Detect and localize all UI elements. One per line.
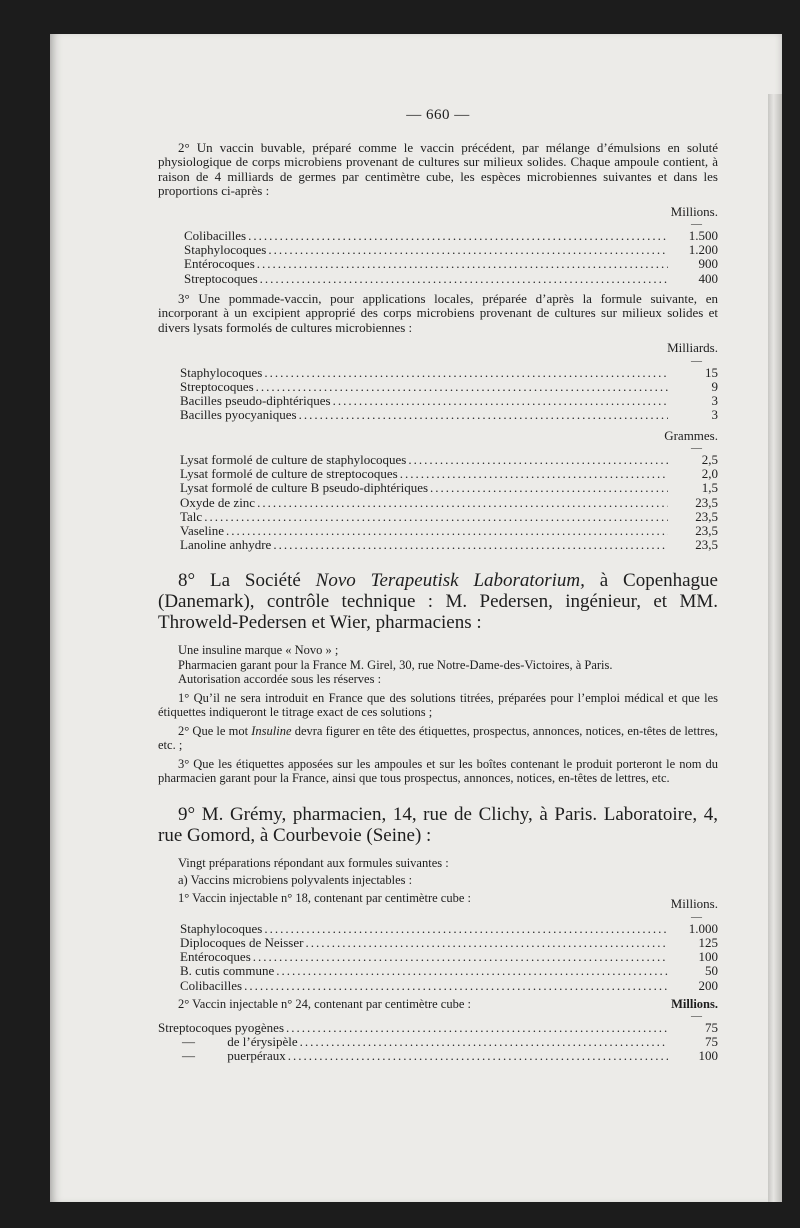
unit-label: Milliards. (667, 340, 718, 356)
leader-dots (400, 467, 668, 481)
unit-dash: — (691, 910, 702, 923)
leader-dots (276, 964, 668, 978)
paragraph-3: 3° Une pommade-vaccin, pour applications locales, préparée d’après la formule suivante, en incorporant à un excipient approprié des corps microbiens provenant de cultures sur milieux solides et divers lysats formolés de cultures microbiennes : (158, 290, 718, 335)
table-row (180, 366, 718, 380)
text-line: Pharmacien garant pour la France M. Girel, 30, rue Notre-Dame-des-Victoires, à Paris. (178, 657, 613, 672)
row-label: Entérocoques (180, 949, 251, 965)
row-label: Staphylocoques (184, 242, 267, 258)
section-8-body (158, 643, 718, 786)
text-line: Une insuline marque « Novo » ; (178, 643, 339, 658)
row-label: Bacilles pseudo-diphtériques (180, 393, 331, 409)
table-vaccin-18 (158, 897, 718, 992)
table-row (180, 964, 718, 978)
leader-dots (260, 272, 668, 286)
row-value: 23,5 (695, 537, 718, 553)
table-row (158, 1021, 718, 1035)
row-prefix: Streptocoques (158, 1019, 232, 1035)
leader-dots (408, 453, 668, 467)
row-label: Oxyde de zinc (180, 494, 256, 510)
row-label: Streptocoques (184, 270, 258, 286)
row-prefix: — (182, 1034, 195, 1050)
table-row (180, 408, 718, 422)
row-value: 100 (698, 1048, 718, 1064)
table-intro-row (158, 997, 718, 1011)
row-label (158, 1021, 284, 1035)
leader-dots (257, 496, 668, 510)
text-line: Autorisation accordée sous les réserves : (178, 672, 382, 687)
row-label: Lanoline anhydre (180, 537, 272, 553)
table-row (180, 453, 718, 467)
leader-dots (256, 380, 668, 394)
row-label: Staphylocoques (180, 920, 263, 936)
table-row (180, 950, 718, 964)
leader-dots (226, 524, 668, 538)
row-prefix: — (182, 1048, 195, 1064)
leader-dots (204, 510, 668, 524)
leader-dots (299, 408, 668, 422)
table-rows (158, 922, 718, 993)
table-row (180, 481, 718, 495)
row-value: 2,0 (701, 466, 718, 482)
table-grammes (158, 429, 718, 553)
unit-dash: — (691, 218, 702, 230)
row-label (158, 1035, 298, 1049)
condition-3: 3° Que les étiquettes apposées sur les ampoules et sur les boîtes contenant le produit porteront le nom du pharmacien garant pour la France, ainsi que tous prospectus, annonces, notices, en-têtes de lettres, etc. (158, 756, 718, 786)
table-row (180, 380, 718, 394)
table-rows (158, 366, 718, 423)
leader-dots (264, 922, 668, 936)
leader-dots (273, 538, 668, 552)
table-rows (158, 229, 718, 286)
row-value: 2,5 (701, 452, 718, 467)
row-value: 1.500 (688, 228, 718, 243)
leader-dots (248, 229, 668, 243)
text-line: Vingt préparations répondant aux formules suivantes : (178, 855, 449, 870)
table-row (180, 467, 718, 481)
table-milliards (158, 341, 718, 422)
row-value: 75 (705, 1034, 718, 1050)
row-label: Talc (180, 508, 203, 524)
unit-dash: — (691, 354, 702, 367)
table-row (180, 510, 718, 524)
unit-label: Millions. (670, 896, 718, 912)
condition-2 (158, 724, 718, 753)
row-label: Lysat formolé de culture de staphylocoques (180, 452, 407, 467)
row-label: Colibacilles (180, 977, 243, 993)
table-rows (158, 453, 718, 552)
table-row (184, 272, 718, 286)
row-label: Staphylocoques (180, 364, 263, 380)
text-line: 1° Vaccin injectable n° 18, contenant par centimètre cube : (178, 890, 471, 905)
row-label: Colibacilles (184, 228, 247, 243)
table-row (180, 394, 718, 408)
row-label: Lysat formolé de culture B pseudo-diphtériques (180, 480, 429, 496)
row-label: Lysat formolé de culture de streptocoques (180, 466, 398, 482)
condition-text: devra figurer en tête des étiquettes, prospectus, annonces, notices, en-têtes de lettres, etc. ; (158, 723, 718, 753)
section-number: 8° (178, 570, 196, 592)
row-sublabel: pyogènes (234, 1019, 285, 1035)
row-sublabel: puerpéraux (227, 1048, 286, 1064)
paragraph-2: 2° Un vaccin buvable, préparé comme le vaccin précédent, par mélange d’émulsions en soluté physiologique de corps microbiens provenant de cultures sur milieux solides. Chaque ampoule contient, à raison de 4 milliards de germes par centimètre cube, les espèces microbiennes suivantes et dans les proportions ci-après : (158, 139, 718, 198)
row-value: 9 (711, 378, 718, 394)
table-row (184, 257, 718, 271)
row-label: Diplocoques de Neisser (180, 935, 304, 950)
table-millions-1 (158, 205, 718, 286)
table-row (184, 243, 718, 257)
leader-dots (244, 979, 668, 993)
row-label: Entérocoques (184, 256, 255, 272)
leader-dots (253, 950, 668, 964)
row-value: 100 (698, 949, 718, 965)
page-edge (768, 94, 782, 1202)
leader-dots (286, 1021, 668, 1035)
book-page (50, 34, 782, 1202)
table-row (158, 1035, 718, 1049)
table-row (180, 979, 718, 993)
condition-1: 1° Qu’il ne sera introduit en France que des solutions titrées, préparées pour l’emploi médical et que les étiquettes indiqueront le titrage exact de ces solutions ; (158, 690, 718, 720)
row-value: 400 (698, 270, 718, 286)
text-line: a) Vaccins microbiens polyvalents injectables : (178, 873, 413, 888)
unit-dash: — (691, 1009, 702, 1022)
row-value: 15 (705, 364, 718, 380)
row-value: 1.000 (688, 920, 718, 936)
row-label: B. cutis commune (180, 963, 275, 979)
row-value: 200 (698, 977, 718, 993)
table-row (180, 524, 718, 538)
table-intro: 2° Vaccin injectable n° 24, contenant par centimètre cube : (178, 996, 471, 1011)
heading-section-8 (158, 570, 718, 633)
row-value: 23,5 (695, 522, 718, 538)
table-row (158, 1049, 718, 1063)
table-row (180, 538, 718, 552)
row-label: Vaseline (180, 522, 225, 538)
row-label: Streptocoques (180, 378, 254, 394)
row-sublabel: de l’érysipèle (227, 1034, 298, 1050)
leader-dots (288, 1049, 668, 1063)
unit-label: Grammes. (664, 427, 718, 443)
table-row (180, 936, 718, 950)
row-value: 900 (698, 256, 718, 272)
leader-dots (305, 936, 668, 950)
table-vaccin-24 (158, 997, 718, 1064)
row-value: 50 (705, 963, 718, 979)
unit-label: Millions. (670, 203, 718, 219)
table-row (180, 496, 718, 510)
leader-dots (268, 243, 668, 257)
table-row (184, 229, 718, 243)
row-value: 3 (711, 407, 718, 423)
heading-italic: Novo Terapeutisk Laboratorium, (315, 570, 585, 592)
leader-dots (430, 481, 668, 495)
row-value: 23,5 (695, 494, 718, 510)
unit-dash: — (691, 442, 702, 454)
leader-dots (257, 257, 668, 271)
leader-dots (300, 1035, 668, 1049)
unit-label: Millions. (671, 996, 718, 1011)
row-value: 75 (705, 1019, 718, 1035)
page-content (158, 104, 718, 1064)
row-value: 1,5 (701, 480, 718, 496)
row-value: 125 (698, 935, 718, 950)
page-number: — 660 — (406, 107, 470, 123)
row-label: Bacilles pyocyaniques (180, 407, 297, 423)
row-label (158, 1049, 286, 1063)
heading-text: à Copenhague (Danemark), contrôle technique : M. Pedersen, ingénieur, et MM. Throweld-Pedersen et Wier, pharmaciens : (158, 570, 718, 634)
heading-text: La Société (195, 570, 316, 592)
condition-text: 2° Que le mot (178, 723, 252, 738)
heading-section-9: 9° M. Grémy, pharmacien, 14, rue de Clichy, à Paris. Laboratoire, 4, rue Gomord, à Courbevoie (Seine) : (158, 803, 718, 846)
table-row (180, 922, 718, 936)
row-value: 3 (711, 393, 718, 409)
row-value: 1.200 (688, 242, 718, 258)
leader-dots (264, 366, 668, 380)
row-value: 23,5 (695, 508, 718, 524)
leader-dots (333, 394, 668, 408)
condition-italic: Insuline (251, 723, 292, 738)
